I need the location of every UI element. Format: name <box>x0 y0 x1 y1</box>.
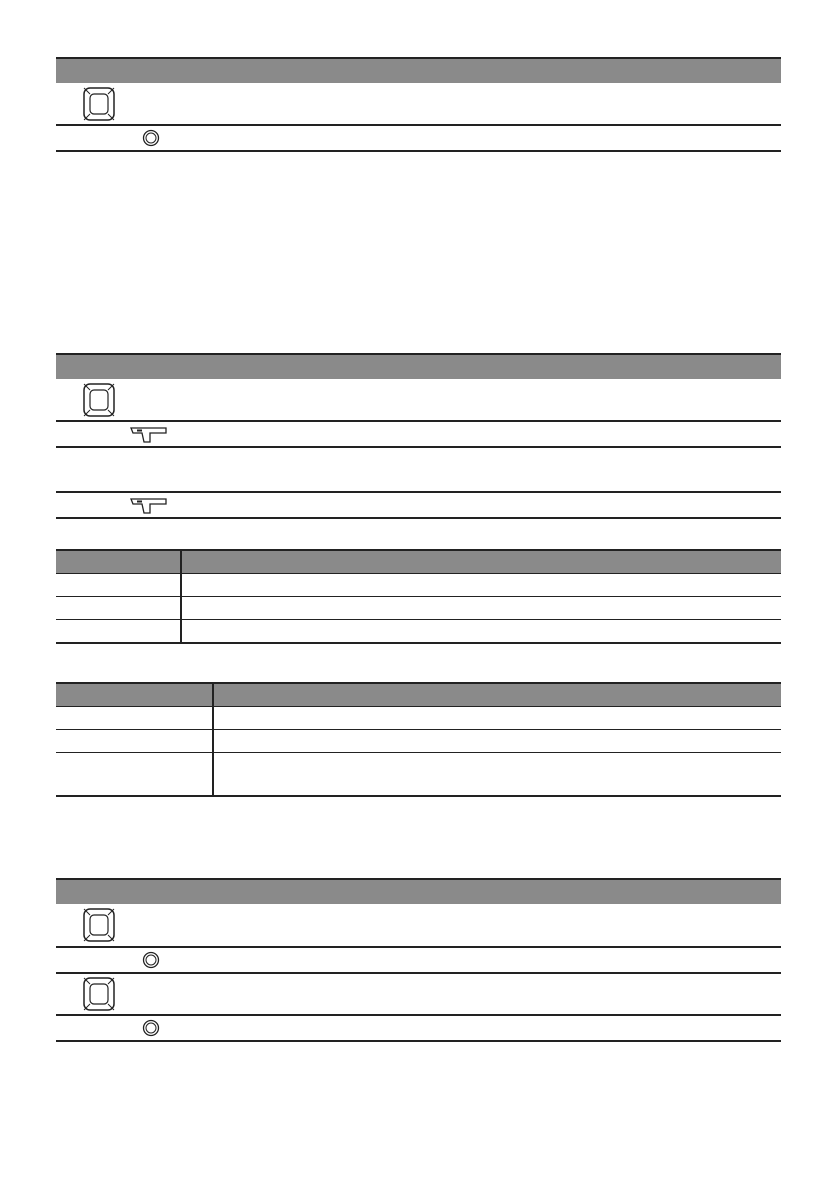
navigation-key-icon <box>82 86 116 122</box>
row-divider <box>56 446 781 448</box>
navigation-key-icon <box>82 382 116 418</box>
table-row <box>56 597 781 620</box>
table-2 <box>56 682 781 797</box>
table-1 <box>56 549 781 644</box>
row-divider <box>56 972 781 974</box>
table-row <box>56 730 781 753</box>
section-1-header-bar <box>56 57 781 83</box>
table-1-header-cell <box>56 550 181 574</box>
table-row <box>56 574 781 597</box>
table-1-header-cell <box>181 550 781 574</box>
section-2-header-bar <box>56 353 781 379</box>
table-2-header-cell <box>213 683 781 707</box>
row-divider <box>56 517 781 519</box>
navigation-key-icon <box>82 907 116 943</box>
row-divider <box>56 124 781 126</box>
navigation-key-icon <box>82 976 116 1012</box>
ok-key-icon <box>142 1019 160 1037</box>
table-2-header-cell <box>56 683 213 707</box>
ok-key-icon <box>142 951 160 969</box>
row-divider <box>56 1014 781 1016</box>
table-row <box>56 753 781 797</box>
table-row <box>56 620 781 644</box>
section-3-header-bar <box>56 878 781 904</box>
row-divider <box>56 1040 781 1042</box>
softkey-icon <box>128 425 170 445</box>
row-divider <box>56 946 781 948</box>
row-divider <box>56 150 781 152</box>
table-row <box>56 707 781 730</box>
softkey-icon <box>128 496 170 516</box>
row-divider <box>56 420 781 422</box>
ok-key-icon <box>142 129 160 147</box>
row-divider <box>56 491 781 493</box>
